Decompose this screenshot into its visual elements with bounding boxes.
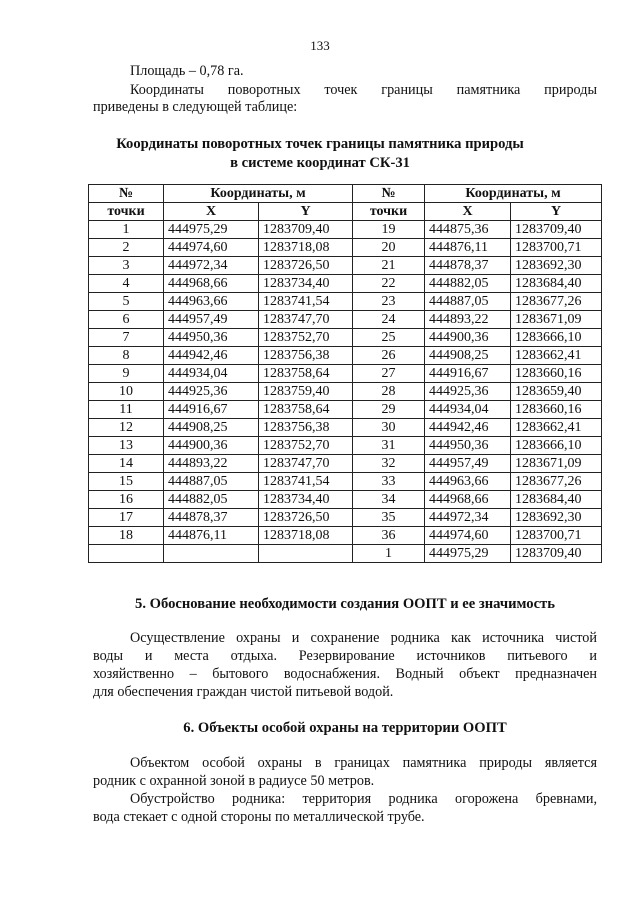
point-number-cell: 31: [353, 437, 425, 455]
x-value-cell: 444882,05: [164, 491, 259, 509]
x-value-cell: 444876,11: [425, 239, 511, 257]
header-x-right: X: [425, 203, 511, 221]
point-number-cell: 21: [353, 257, 425, 275]
y-value-cell: 1283671,09: [511, 311, 602, 329]
header-no-left: №: [89, 185, 164, 203]
point-number-cell: 2: [89, 239, 164, 257]
point-number-cell: 3: [89, 257, 164, 275]
header-y-right: Y: [511, 203, 602, 221]
y-value-cell: 1283700,71: [511, 239, 602, 257]
page-number: 133: [310, 38, 330, 53]
y-value-cell: 1283677,26: [511, 473, 602, 491]
y-value-cell: 1283662,41: [511, 419, 602, 437]
point-number-cell: 8: [89, 347, 164, 365]
x-value-cell: 444934,04: [425, 401, 511, 419]
y-value-cell: 1283692,30: [511, 509, 602, 527]
table-row: [89, 347, 602, 365]
y-value-cell: 1283726,50: [259, 257, 353, 275]
point-number-cell: 19: [353, 221, 425, 239]
x-value-cell: 444908,25: [164, 419, 259, 437]
point-number-cell: 17: [89, 509, 164, 527]
intro-text-line-2: приведены в следующей таблице:: [93, 99, 298, 115]
y-value-cell: 1283747,70: [259, 311, 353, 329]
section-5-text-1: Осуществление охраны и сохранение родника как источника чистой: [130, 630, 597, 646]
point-number-cell: 29: [353, 401, 425, 419]
y-value-cell: 1283700,71: [511, 527, 602, 545]
table-row: [89, 491, 602, 509]
table-row: [89, 311, 602, 329]
x-value-cell: 444900,36: [425, 329, 511, 347]
x-value-cell: [164, 545, 259, 563]
point-number-cell: 13: [89, 437, 164, 455]
x-value-cell: 444887,05: [164, 473, 259, 491]
y-value-cell: 1283741,54: [259, 473, 353, 491]
point-number-cell: 9: [89, 365, 164, 383]
y-value-cell: 1283684,40: [511, 491, 602, 509]
y-value-cell: 1283718,08: [259, 239, 353, 257]
table-row: [89, 419, 602, 437]
section-6-text-4: вода стекает с одной стороны по металлической трубе.: [93, 809, 425, 825]
table-row: [89, 455, 602, 473]
point-number-cell: 36: [353, 527, 425, 545]
table-row: [89, 383, 602, 401]
x-value-cell: 444950,36: [425, 437, 511, 455]
point-number-cell: 26: [353, 347, 425, 365]
y-value-cell: 1283666,10: [511, 329, 602, 347]
header-no-right: №: [353, 185, 425, 203]
section-6-text-2: родник с охранной зоной в радиусе 50 метров.: [93, 773, 375, 789]
x-value-cell: 444974,60: [164, 239, 259, 257]
area-text: Площадь – 0,78 га.: [130, 63, 244, 79]
y-value-cell: 1283677,26: [511, 293, 602, 311]
x-value-cell: 444916,67: [425, 365, 511, 383]
x-value-cell: 444972,34: [425, 509, 511, 527]
section-5-text-4: для обеспечения граждан чистой питьевой водой.: [93, 684, 394, 700]
x-value-cell: 444916,67: [164, 401, 259, 419]
x-value-cell: 444942,46: [425, 419, 511, 437]
y-value-cell: 1283752,70: [259, 329, 353, 347]
x-value-cell: 444893,22: [164, 455, 259, 473]
y-value-cell: 1283662,41: [511, 347, 602, 365]
x-value-cell: 444908,25: [425, 347, 511, 365]
point-number-cell: 32: [353, 455, 425, 473]
x-value-cell: 444957,49: [164, 311, 259, 329]
y-value-cell: [259, 545, 353, 563]
x-value-cell: 444878,37: [164, 509, 259, 527]
x-value-cell: 444875,36: [425, 221, 511, 239]
x-value-cell: 444900,36: [164, 437, 259, 455]
y-value-cell: 1283758,64: [259, 365, 353, 383]
point-number-cell: 34: [353, 491, 425, 509]
coordinates-table: [88, 184, 602, 563]
point-number-cell: 1: [89, 221, 164, 239]
table-row: [89, 437, 602, 455]
x-value-cell: 444878,37: [425, 257, 511, 275]
y-value-cell: 1283671,09: [511, 455, 602, 473]
section-5-heading: 5. Обоснование необходимости создания ООПТ и ее значимость: [135, 596, 555, 612]
table-row: [89, 239, 602, 257]
header-coords-left: Координаты, м: [164, 185, 353, 203]
y-value-cell: 1283660,16: [511, 401, 602, 419]
x-value-cell: 444950,36: [164, 329, 259, 347]
y-value-cell: 1283684,40: [511, 275, 602, 293]
table-row: [89, 527, 602, 545]
point-number-cell: 30: [353, 419, 425, 437]
section-5-text-2: воды и места отдыха. Резервирование источников питьевого и: [93, 648, 597, 664]
point-number-cell: 6: [89, 311, 164, 329]
x-value-cell: 444882,05: [425, 275, 511, 293]
point-number-cell: 16: [89, 491, 164, 509]
header-point-right: точки: [353, 203, 425, 221]
y-value-cell: 1283758,64: [259, 401, 353, 419]
x-value-cell: 444942,46: [164, 347, 259, 365]
x-value-cell: 444974,60: [425, 527, 511, 545]
table-row: [89, 275, 602, 293]
y-value-cell: 1283659,40: [511, 383, 602, 401]
header-coords-right: Координаты, м: [425, 185, 602, 203]
x-value-cell: 444934,04: [164, 365, 259, 383]
coordinates-table-body: [89, 221, 602, 563]
x-value-cell: 444975,29: [425, 545, 511, 563]
section-6-text-3: Обустройство родника: территория родника огорожена бревнами,: [130, 791, 597, 807]
table-row: [89, 221, 602, 239]
x-value-cell: 444925,36: [164, 383, 259, 401]
table-row: [89, 509, 602, 527]
y-value-cell: 1283660,16: [511, 365, 602, 383]
point-number-cell: 15: [89, 473, 164, 491]
table-title-line-1: Координаты поворотных точек границы памятника природы: [116, 136, 524, 152]
x-value-cell: 444963,66: [425, 473, 511, 491]
point-number-cell: 18: [89, 527, 164, 545]
x-value-cell: 444963,66: [164, 293, 259, 311]
section-5-text-3: хозяйственно – бытового водоснабжения. Водный объект предназначен: [93, 666, 597, 682]
y-value-cell: 1283741,54: [259, 293, 353, 311]
table-row: [89, 257, 602, 275]
point-number-cell: 28: [353, 383, 425, 401]
point-number-cell: 14: [89, 455, 164, 473]
y-value-cell: 1283756,38: [259, 419, 353, 437]
table-row: [89, 329, 602, 347]
x-value-cell: 444925,36: [425, 383, 511, 401]
table-row: [89, 293, 602, 311]
header-y-left: Y: [259, 203, 353, 221]
point-number-cell: 10: [89, 383, 164, 401]
y-value-cell: 1283666,10: [511, 437, 602, 455]
table-title-line-2: в системе координат СК-31: [230, 155, 410, 171]
x-value-cell: 444957,49: [425, 455, 511, 473]
x-value-cell: 444893,22: [425, 311, 511, 329]
y-value-cell: 1283756,38: [259, 347, 353, 365]
table-row: [89, 473, 602, 491]
point-number-cell: 5: [89, 293, 164, 311]
point-number-cell: 33: [353, 473, 425, 491]
y-value-cell: 1283692,30: [511, 257, 602, 275]
point-number-cell: 27: [353, 365, 425, 383]
point-number-cell: 7: [89, 329, 164, 347]
section-6-text-1: Объектом особой охраны в границах памятника природы является: [130, 755, 597, 771]
point-number-cell: 23: [353, 293, 425, 311]
x-value-cell: 444968,66: [164, 275, 259, 293]
table-row: [89, 545, 602, 563]
y-value-cell: 1283734,40: [259, 491, 353, 509]
y-value-cell: 1283752,70: [259, 437, 353, 455]
y-value-cell: 1283747,70: [259, 455, 353, 473]
point-number-cell: 11: [89, 401, 164, 419]
intro-text-line-1: Координаты поворотных точек границы памятника природы: [130, 82, 597, 98]
x-value-cell: 444887,05: [425, 293, 511, 311]
x-value-cell: 444972,34: [164, 257, 259, 275]
point-number-cell: 22: [353, 275, 425, 293]
y-value-cell: 1283709,40: [511, 221, 602, 239]
y-value-cell: 1283734,40: [259, 275, 353, 293]
x-value-cell: 444876,11: [164, 527, 259, 545]
point-number-cell: 20: [353, 239, 425, 257]
point-number-cell: 35: [353, 509, 425, 527]
x-value-cell: 444968,66: [425, 491, 511, 509]
point-number-cell: 1: [353, 545, 425, 563]
y-value-cell: 1283709,40: [259, 221, 353, 239]
point-number-cell: 24: [353, 311, 425, 329]
table-row: [89, 401, 602, 419]
point-number-cell: [89, 545, 164, 563]
section-6-heading: 6. Объекты особой охраны на территории ООПТ: [183, 720, 507, 736]
y-value-cell: 1283709,40: [511, 545, 602, 563]
point-number-cell: 12: [89, 419, 164, 437]
y-value-cell: 1283759,40: [259, 383, 353, 401]
y-value-cell: 1283726,50: [259, 509, 353, 527]
point-number-cell: 4: [89, 275, 164, 293]
table-row: [89, 365, 602, 383]
x-value-cell: 444975,29: [164, 221, 259, 239]
y-value-cell: 1283718,08: [259, 527, 353, 545]
header-x-left: X: [164, 203, 259, 221]
header-point-left: точки: [89, 203, 164, 221]
point-number-cell: 25: [353, 329, 425, 347]
